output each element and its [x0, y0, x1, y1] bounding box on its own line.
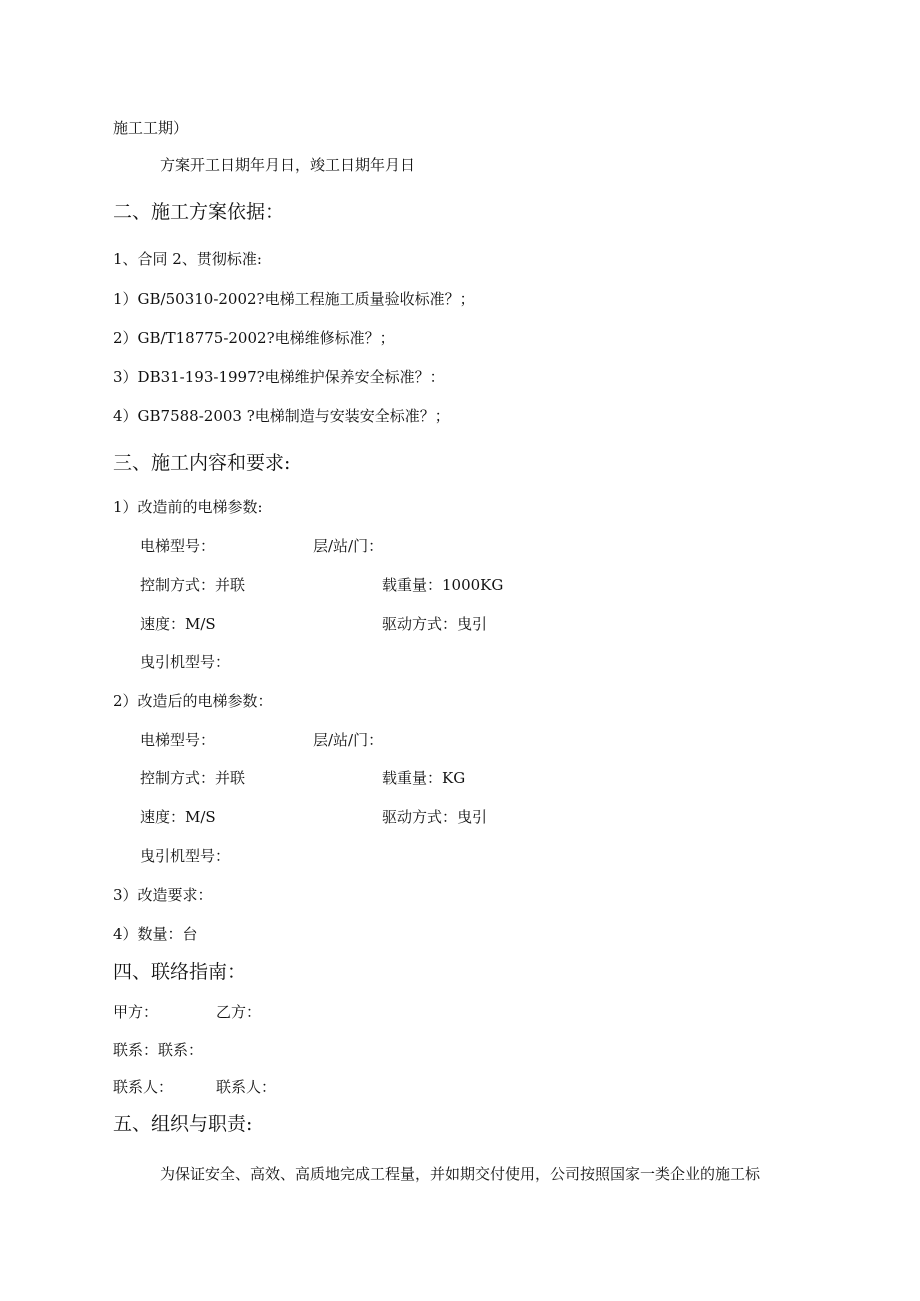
section-heading-content: 三、施工内容和要求: — [113, 452, 291, 474]
before-control-mode: 控制方式：并联 — [140, 576, 246, 594]
before-params-title: 1）改造前的电梯参数: — [113, 498, 263, 516]
before-elevator-model: 电梯型号： — [140, 537, 216, 555]
after-control-mode: 控制方式：并联 — [140, 769, 246, 787]
quantity: 4）数量：台 — [113, 925, 198, 943]
section-heading-basis: 二、施工方案依据： — [113, 201, 285, 223]
after-load-capacity: 载重量：KG — [382, 769, 466, 787]
before-traction-machine: 曳引机型号： — [140, 653, 231, 671]
standard-item-3: 3）DB31-193-1997?电梯维护保养安全标准？： — [113, 368, 445, 386]
section-heading-organization: 五、组织与职责: — [113, 1113, 253, 1135]
contact-line: 联系：联系： — [113, 1041, 204, 1059]
after-speed: 速度：M/S — [140, 808, 216, 826]
party-b: 乙方： — [216, 1003, 262, 1021]
after-elevator-model: 电梯型号： — [140, 731, 216, 749]
before-floors-stops-doors: 层/站/门： — [313, 537, 384, 555]
schedule-dates: 方案开工日期年月日，竣工日期年月日 — [160, 156, 416, 174]
continued-text: 施工工期） — [113, 119, 189, 137]
contact-person-b: 联系人： — [216, 1078, 277, 1096]
before-load-capacity: 载重量：1000KG — [382, 576, 504, 594]
party-a: 甲方： — [113, 1003, 159, 1021]
standard-item-2: 2）GB/T18775-2002?电梯维修标准？； — [113, 329, 395, 347]
standard-item-1: 1）GB/50310-2002?电梯工程施工质量验收标准？； — [113, 290, 475, 308]
after-traction-machine: 曳引机型号： — [140, 847, 231, 865]
basis-line: 1、合同 2、贯彻标准: — [113, 250, 262, 268]
organization-paragraph: 为保证安全、高效、高质地完成工程量，并如期交付使用，公司按照国家一类企业的施工标 — [160, 1165, 761, 1183]
before-drive-mode: 驱动方式：曳引 — [382, 615, 488, 633]
section-heading-contacts: 四、联络指南： — [113, 961, 247, 983]
after-drive-mode: 驱动方式：曳引 — [382, 808, 488, 826]
before-speed: 速度：M/S — [140, 615, 216, 633]
contact-person-a: 联系人： — [113, 1078, 174, 1096]
standard-item-4: 4）GB7588-2003 ?电梯制造与安装安全标准？； — [113, 407, 450, 425]
after-floors-stops-doors: 层/站/门： — [313, 731, 384, 749]
renovation-requirements: 3）改造要求： — [113, 886, 213, 904]
after-params-title: 2）改造后的电梯参数： — [113, 692, 273, 710]
